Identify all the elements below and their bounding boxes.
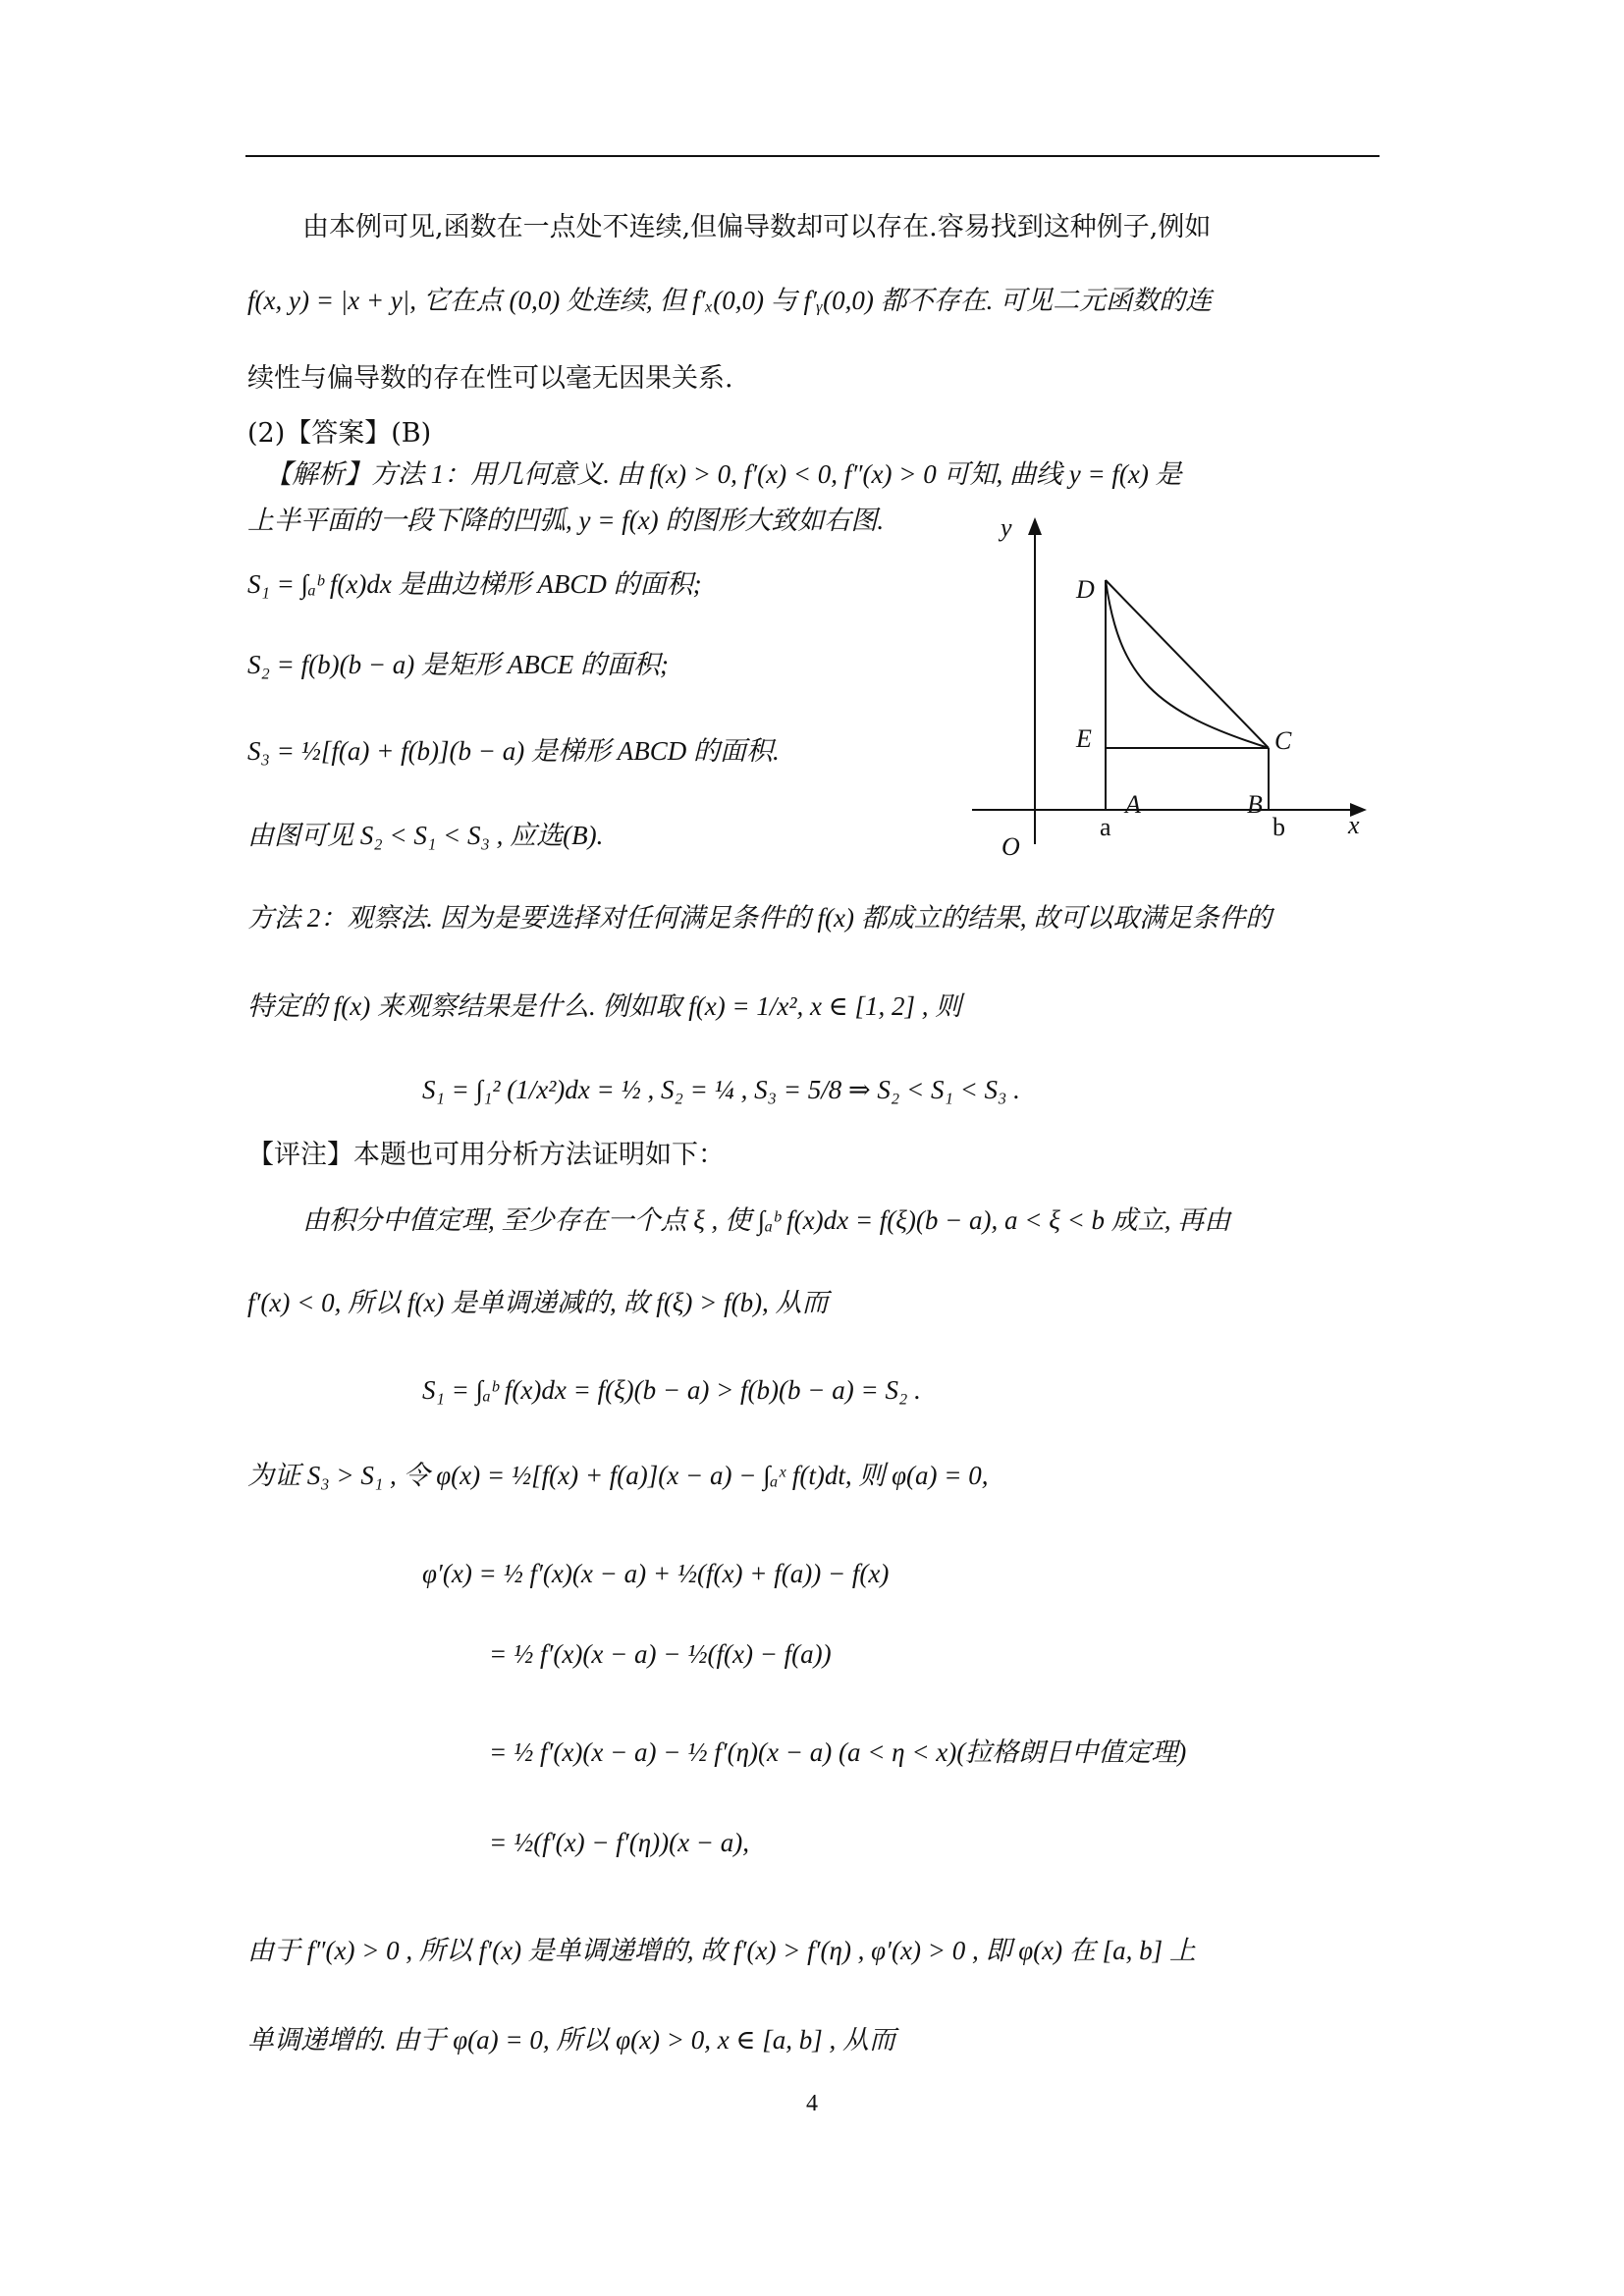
text-line: 上半平面的一段下降的凹弧, y = f(x) 的图形大致如右图. — [247, 506, 885, 535]
label-a-tick: a — [1100, 813, 1111, 841]
math-line: 单调递增的. 由于 φ(a) = 0, 所以 φ(x) > 0, x ∈ [a, b] , 从而 — [247, 2025, 895, 2055]
remark-heading: 【评注】本题也可用分析方法证明如下： — [247, 1140, 725, 1170]
answer-line: (2)【答案】(B) — [247, 418, 432, 449]
text-line: 由图可见 S₂ < S₁ < S₃ , 应选(B). — [247, 821, 604, 850]
label-a-point: A — [1125, 790, 1141, 819]
text-line: 由本例可见,函数在一点处不连续,但偏导数却可以存在.容易找到这种例子,例如 — [302, 212, 1212, 242]
label-c: C — [1274, 726, 1292, 755]
display-equation: S₁ = ∫ₐᵇ f(x)dx = f(ξ)(b − a) > f(b)(b − a) = S₂ . — [422, 1375, 921, 1405]
label-b-point: B — [1247, 790, 1263, 819]
derivation-line: φ′(x) = ½ f′(x)(x − a) + ½(f(x) + f(a)) − f(x) — [422, 1559, 890, 1588]
math-line: 由于 f″(x) > 0 , 所以 f′(x) 是单调递增的, 故 f′(x) > f′(η) , φ′(x) > 0 , 即 φ(x) 在 [a, b] 上 — [247, 1936, 1196, 1965]
math-line: f(x, y) = |x + y|, 它在点 (0,0) 处连续, 但 f′ₓ(0,0) 与 f′ᵧ(0,0) 都不存在. 可见二元函数的连 — [247, 286, 1213, 315]
y-axis-arrow — [1028, 517, 1042, 535]
label-e: E — [1076, 724, 1092, 753]
math-line-s3: S₃ = ½[f(a) + f(b)](b − a) 是梯形 ABCD 的面积. — [247, 736, 780, 766]
math-line: 为证 S₃ > S₁ , 令 φ(x) = ½[f(x) + f(a)](x − a) − ∫ₐˣ f(t)dt, 则 φ(a) = 0, — [247, 1461, 989, 1490]
method2-line: 方法 2：观察法. 因为是要选择对任何满足条件的 f(x) 都成立的结果, 故可以取满足条件的 — [247, 903, 1272, 933]
label-y: y — [1001, 513, 1012, 542]
figure-svg — [972, 506, 1384, 869]
math-line-s2: S₂ = f(b)(b − a) 是矩形 ABCE 的面积; — [247, 650, 670, 679]
label-d: D — [1076, 575, 1095, 604]
text-line: 续性与偏导数的存在性可以毫无因果关系. — [247, 363, 733, 394]
display-equation: S₁ = ∫₁² (1/x²)dx = ½ , S₂ = ¼ , S₃ = 5/8 ⇒ S₂ < S₁ < S₃ . — [422, 1075, 1020, 1104]
page-number: 4 — [806, 2091, 818, 2116]
derivation-line: = ½(f′(x) − f′(η))(x − a), — [489, 1828, 750, 1857]
math-line-s1: S₁ = ∫ₐᵇ f(x)dx 是曲边梯形 ABCD 的面积; — [247, 569, 702, 599]
label-origin: O — [1001, 832, 1020, 861]
label-b-tick: b — [1272, 813, 1285, 841]
chord-dc — [1106, 580, 1269, 748]
math-line: 由积分中值定理, 至少存在一个点 ξ , 使 ∫ₐᵇ f(x)dx = f(ξ)(b − a), a < ξ < b 成立, 再由 — [302, 1205, 1231, 1235]
math-line: 特定的 f(x) 来观察结果是什么. 例如取 f(x) = 1/x², x ∈ [1, 2] , 则 — [247, 991, 962, 1021]
analysis-line: 【解析】方法 1：用几何意义. 由 f(x) > 0, f′(x) < 0, f″(x) > 0 可知, 曲线 y = f(x) 是 — [265, 459, 1182, 489]
math-line: f′(x) < 0, 所以 f(x) 是单调递减的, 故 f(ξ) > f(b), 从而 — [247, 1288, 829, 1317]
label-x: x — [1348, 811, 1360, 839]
header-rule — [245, 155, 1380, 157]
curve-figure — [972, 506, 1384, 869]
derivation-line: = ½ f′(x)(x − a) − ½ f′(η)(x − a) (a < η < x)(拉格朗日中值定理) — [489, 1737, 1187, 1767]
derivation-line: = ½ f′(x)(x − a) − ½(f(x) − f(a)) — [489, 1639, 832, 1669]
